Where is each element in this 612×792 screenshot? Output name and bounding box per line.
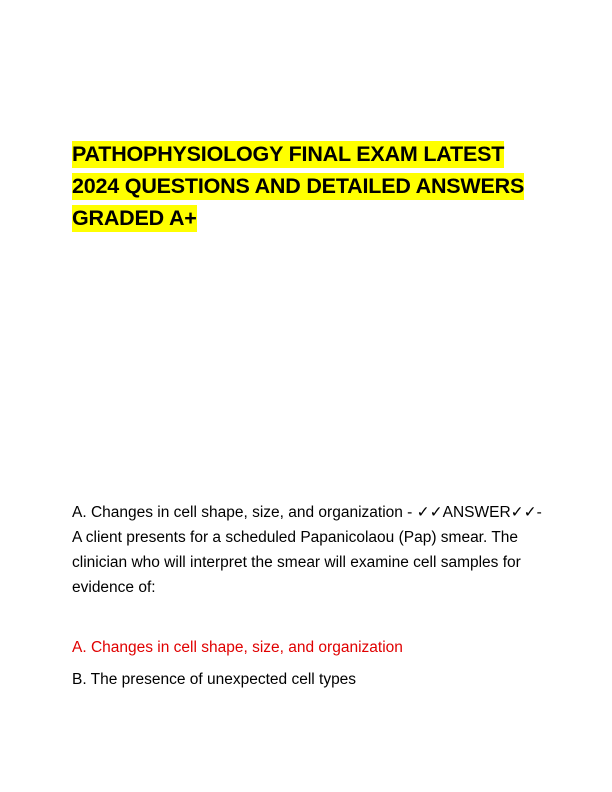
document-title-text: PATHOPHYSIOLOGY FINAL EXAM LATEST 2024 QUESTIONS AND DETAILED ANSWERS GRADED A+ — [72, 142, 525, 230]
answer-option-a: A. Changes in cell shape, size, and organization — [72, 639, 403, 656]
document-title — [72, 138, 542, 234]
question-text: A. Changes in cell shape, size, and organization - ✓✓ANSWER✓✓-A client presents for a scheduled Papanicolaou (Pap) smear. The clinician who will interpret the smear will examine cell samples for evidence of: — [72, 504, 542, 596]
answer-option-b: B. The presence of unexpected cell types — [72, 671, 357, 688]
